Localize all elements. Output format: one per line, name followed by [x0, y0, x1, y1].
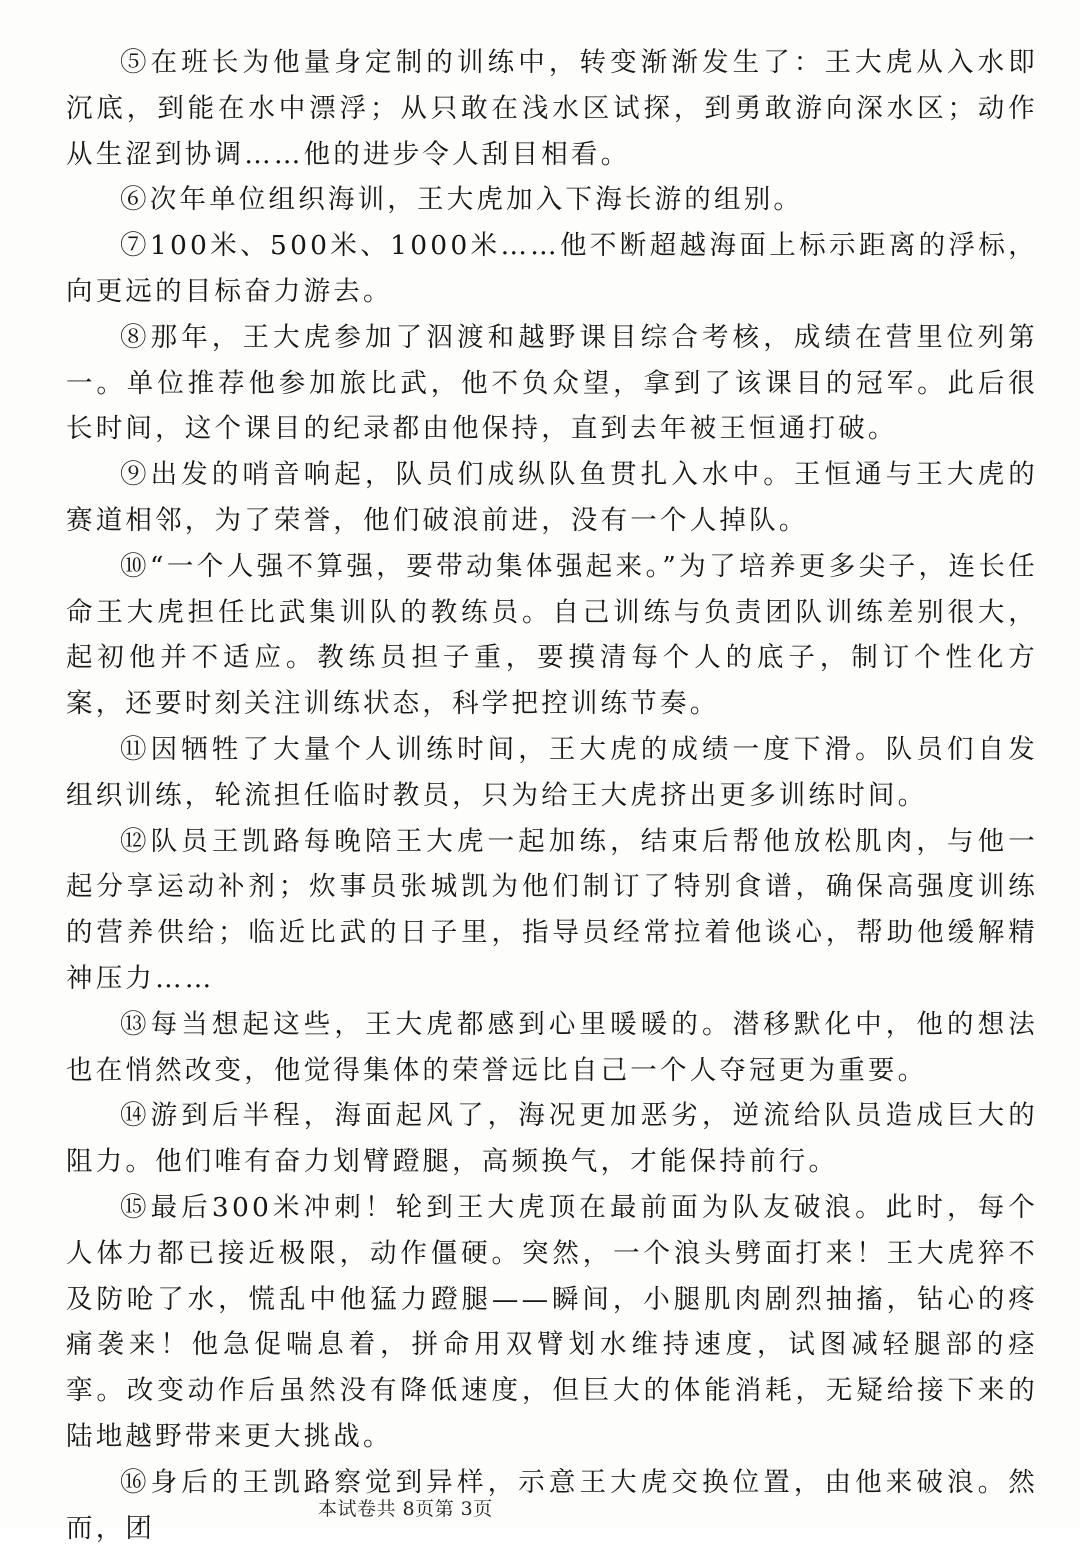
paragraph-16: ⑯身后的王凯路察觉到异样，示意王大虎交换位置，由他来破浪。然而，团 [66, 1466, 1038, 1544]
paragraph-11: ⑪因牺牲了大量个人训练时间，王大虎的成绩一度下滑。队员们自发组织训练，轮流担任临时教员，只为给王大虎挤出更多训练时间。 [66, 733, 1038, 811]
article-body [66, 40, 1038, 1551]
paragraph-15: ⑮最后300米冲刺！轮到王大虎顶在最前面为队友破浪。此时，每个人体力都已接近极限，动作僵硬。突然，一个浪头劈面打来！王大虎猝不及防呛了水，慌乱中他猛力蹬腿——瞬间，小腿肌肉剧烈抽搐，钻心的疼痛袭来！他急促喘息着，拼命用双臂划水维持速度，试图减轻腿部的痉挛。改变动作后虽然没有降低速度，但巨大的体能消耗，无疑给接下来的陆地越野带来更大挑战。 [66, 1191, 1038, 1452]
paragraph-13: ⑬每当想起这些，王大虎都感到心里暖暖的。潜移默化中，他的想法也在悄然改变，他觉得集体的荣誉远比自己一个人夺冠更为重要。 [66, 1008, 1038, 1086]
paragraph-9: ⑨出发的哨音响起，队员们成纵队鱼贯扎入水中。王恒通与王大虎的赛道相邻，为了荣誉，他们破浪前进，没有一个人掉队。 [66, 459, 1038, 536]
paragraph-12: ⑫队员王凯路每晚陪王大虎一起加练，结束后帮他放松肌肉，与他一起分享运动补剂；炊事员张城凯为他们制订了特别食谱，确保高强度训练的营养供给；临近比武的日子里，指导员经常拉着他谈心，帮助他缓解精神压力…… [66, 825, 1038, 994]
paragraph-6: ⑥次年单位组织海训，王大虎加入下海长游的组别。 [120, 184, 804, 216]
paragraph-10: ⑩“一个人强不算强，要带动集体强起来。”为了培养更多尖子，连长任命王大虎担任比武集训队的教练员。自己训练与负责团队训练差别很大，起初他并不适应。教练员担子重，要摸清每个人的底子，制订个性化方案，还要时刻关注训练状态，科学把控训练节奏。 [66, 550, 1038, 720]
paragraph-7: ⑦100米、500米、1000米……他不断超越海面上标示距离的浮标，向更远的目标奋力游去。 [66, 230, 1038, 307]
paragraph-5: ⑤在班长为他量身定制的训练中，转变渐渐发生了：王大虎从入水即沉底，到能在水中漂浮；从只敢在浅水区试探，到勇敢游向深水区；动作从生涩到协调……他的进步令人刮目相看。 [66, 47, 1038, 170]
page-footer: 本试卷共 8页第 3页 [318, 1498, 493, 1520]
paragraph-14: ⑭游到后半程，海面起风了，海况更加恶劣，逆流给队员造成巨大的阻力。他们唯有奋力划臂蹬腿，高频换气，才能保持前行。 [66, 1100, 1038, 1178]
paragraph-8: ⑧那年，王大虎参加了泅渡和越野课目综合考核，成绩在营里位列第一。单位推荐他参加旅比武，他不负众望，拿到了该课目的冠军。此后很长时间，这个课目的纪录都由他保持，直到去年被王恒通打破。 [66, 321, 1038, 445]
